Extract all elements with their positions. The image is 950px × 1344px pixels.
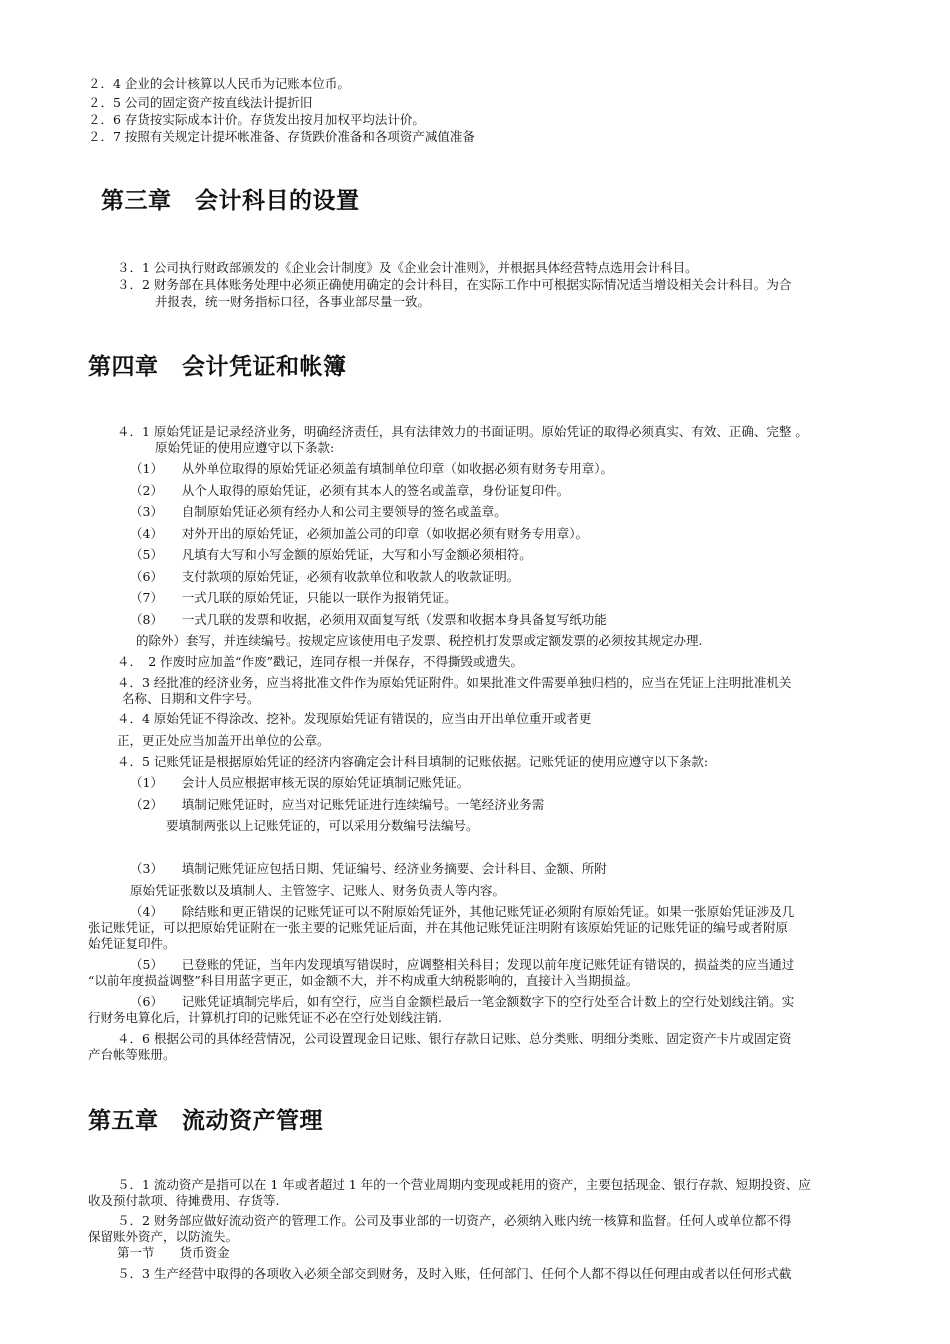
list-item: （1） 从外单位取得的原始凭证必须盖有填制单位印章（如收据必须有财务专用章）。	[130, 461, 613, 476]
paragraph-line: 产台帐等账册。	[88, 1047, 176, 1062]
list-item: （2） 填制记账凭证时，应当对记账凭证进行连续编号。一笔经济业务需	[130, 797, 545, 812]
list-item: （4） 除结账和更正错误的记账凭证可以不附原始凭证外，其他记账凭证必须附有原始凭证。如果一张原始凭证涉及几	[130, 904, 795, 919]
paragraph-line: 原始凭证的使用应遵守以下条款:	[155, 440, 335, 455]
paragraph-line: 原始凭证张数以及填制人、主管签字、记账人、财务负责人等内容。	[130, 883, 506, 898]
paragraph-line: 收及预付款项、待摊费用、存货等.	[88, 1193, 280, 1208]
paragraph-line: ２．7 按照有关规定计提坏帐准备、存货跌价准备和各项资产减值准备	[88, 129, 475, 144]
paragraph-line: 行财务电算化后，计算机打印的记账凭证不必在空行处划线注销.	[88, 1010, 442, 1025]
paragraph-line: 始凭证复印件。	[88, 936, 176, 951]
list-item: （2） 从个人取得的原始凭证，必须有其本人的签名或盖章，身份证复印件。	[130, 483, 570, 498]
list-item: （1） 会计人员应根据审核无误的原始凭证填制记账凭证。	[130, 775, 470, 790]
list-item: （3） 填制记账凭证应包括日期、凭证编号、经济业务摘要、会计科目、金额、所附	[130, 861, 607, 876]
paragraph-line: ４．6 根据公司的具体经营情况，公司设置现金日记账、银行存款日记账、总分类账、明细分类账、固定资产卡片或固定资	[117, 1031, 792, 1046]
paragraph-line: ４． 2 作废时应加盖“作废”戳记，连同存根一并保存，不得撕毁或遗失。	[117, 654, 523, 669]
paragraph-line: ４．4 原始凭证不得涂改、挖补。发现原始凭证有错误的，应当由开出单位重开或者更	[117, 711, 592, 726]
paragraph-line: 要填制两张以上记账凭证的，可以采用分数编号法编号。	[166, 818, 479, 833]
chapter-4-title: 第四章 会计凭证和帐簿	[88, 354, 347, 380]
paragraph-line: ５．2 财务部应做好流动资产的管理工作。公司及事业部的一切资产，必须纳入账内统一核算和监督。任何人或单位都不得	[117, 1213, 792, 1228]
list-item: （7） 一式几联的原始凭证，只能以一联作为报销凭证。	[130, 590, 457, 605]
paragraph-line: 保留账外资产，以防流失。	[88, 1229, 239, 1244]
paragraph-line: 的除外）套写，并连续编号。按规定应该使用电子发票、税控机打发票或定额发票的必须按其规定办理.	[136, 633, 703, 648]
list-item: （6） 记账凭证填制完毕后，如有空行，应当自金额栏最后一笔金额数字下的空行处至合计数上的空行处划线注销。实	[130, 994, 795, 1009]
list-item: （5） 已登账的凭证，当年内发现填写错误时，应调整相关科目；发现以前年度记账凭证有错误的，损益类的应当通过	[130, 957, 795, 972]
paragraph-line: ３．1 公司执行财政部颁发的《企业会计制度》及《企业会计准则》，并根据具体经营特点选用会计科目。	[117, 260, 698, 275]
list-item: （8） 一式几联的发票和收据，必须用双面复写纸（发票和收据本身具备复写纸功能	[130, 612, 607, 627]
paragraph-line: ３．2 财务部在具体账务处理中必须正确使用确定的会计科目，在实际工作中可根据实际情况适当增设相关会计科目。为合	[117, 277, 792, 292]
list-item: （5） 凡填有大写和小写金额的原始凭证，大写和小写金额必须相符。	[130, 547, 532, 562]
paragraph-line: ４．5 记账凭证是根据原始凭证的经济内容确定会计科目填制的记账依据。记账凭证的使用应遵守以下条款:	[117, 754, 709, 769]
paragraph-line: 名称、日期和文件字号。	[122, 691, 260, 706]
paragraph-line: ５．3 生产经营中取得的各项收入必须全部交到财务，及时入账，任何部门、任何个人都不得以任何理由或者以任何形式截	[117, 1266, 792, 1281]
paragraph-line: 并报表，统一财务指标口径，各事业部尽量一致。	[155, 294, 431, 309]
chapter-5-title: 第五章 流动资产管理	[88, 1108, 323, 1134]
paragraph-line: ２．6 存货按实际成本计价。存货发出按月加权平均法计价。	[88, 112, 425, 127]
paragraph-line: ４．1 原始凭证是记录经济业务，明确经济责任，具有法律效力的书面证明。原始凭证的取得必须真实、有效、正确、完整 。	[117, 424, 808, 439]
paragraph-line: ２．4 企业的会计核算以人民币为记账本位币。	[88, 76, 350, 91]
paragraph-line: 正，更正处应当加盖开出单位的公章。	[117, 733, 330, 748]
paragraph-line: ２．5 公司的固定资产按直线法计提折旧	[88, 95, 313, 110]
list-item: （3） 自制原始凭证必须有经办人和公司主要领导的签名或盖章。	[130, 504, 507, 519]
list-item: （4） 对外开出的原始凭证，必须加盖公司的印章（如收据必须有财务专用章）。	[130, 526, 588, 541]
section-heading: 第一节 货币资金	[117, 1245, 230, 1260]
paragraph-line: “以前年度损益调整”科目用蓝字更正，如金额不大，并不构成重大纳税影响的，直接计入当期损益。	[88, 973, 639, 988]
paragraph-line: ５．1 流动资产是指可以在 1 年或者超过 1 年的一个营业周期内变现或耗用的资产，主要包括现金、银行存款、短期投资、应	[117, 1177, 811, 1192]
chapter-3-title: 第三章 会计科目的设置	[101, 188, 360, 214]
list-item: （6） 支付款项的原始凭证，必须有收款单位和收款人的收款证明。	[130, 569, 520, 584]
paragraph-line: ４．3 经批准的经济业务，应当将批准文件作为原始凭证附件。如果批准文件需要单独归档的，应当在凭证上注明批准机关	[117, 675, 792, 690]
paragraph-line: 张记账凭证，可以把原始凭证附在一张主要的记账凭证后面，并在其他记账凭证注明附有该原始凭证的记账凭证的编号或者附原	[88, 920, 789, 935]
